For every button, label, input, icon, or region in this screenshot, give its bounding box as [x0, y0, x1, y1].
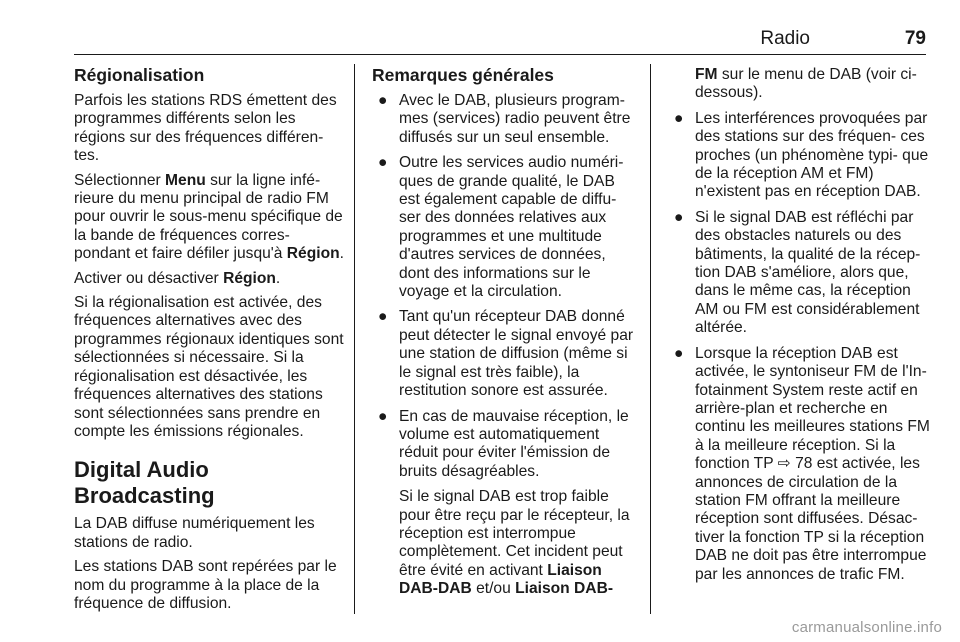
column-divider: [354, 64, 355, 614]
heading-remarques: Remarques générales: [372, 65, 554, 85]
column-divider: [650, 64, 651, 614]
heading-regionalisation: Régionalisation: [74, 65, 205, 85]
bullet-item: ● Tant qu'un récepteur DAB donné peut détecter le signal envoyé par une station de diffusion (même si le signal est très faible), la restitution sonore est assurée.: [378, 308, 634, 400]
heading-dab: Digital Audio Broadcasting: [74, 457, 215, 509]
paragraph: Parfois les stations RDS émettent des programmes différents selon les régions sur des fréquences différen- tes.: [74, 92, 337, 165]
bullet-item: ● Les interférences provoquées par des stations sur des fréquen- ces proches (un phénomène typi- que de la réception AM et FM) n'existent pas en réception DAB.: [674, 109, 929, 201]
bullet-icon: ●: [378, 407, 388, 425]
column-right: [668, 66, 930, 591]
menu-term: Menu: [165, 171, 206, 189]
bullet-item: ● Outre les services audio numéri- ques de grande qualité, le DAB est également capable de diffu- ser des données relatives aux programmes et une multitude d'autres services de données, dont des informations sur le voyage et la circulation.: [378, 154, 624, 301]
page-reference-icon: ⇨: [777, 455, 796, 473]
page-number: 79: [904, 28, 926, 49]
page-header: [74, 28, 926, 50]
bullet-icon: ●: [378, 308, 388, 326]
bullet-item: ● Lorsque la réception DAB est activée, le syntoniseur FM de l'In- fotainment System reste actif en arrière-plan et recherche en continu les meilleures stations FM à la meilleure réception. Si la fonction TP ⇨ 78 est activée, les annonces de circulation de la station FM offrant la meilleure réception sont diffusées. Désac- tiver la fonction TP si la réception DAB ne doit pas être interrompue par les annonces de trafic FM.: [674, 344, 930, 583]
bullet-item: ● En cas de mauvaise réception, le volume est automatiquement réduit pour éviter l'émission de bruits désagréables.: [378, 407, 629, 480]
bullet-icon: ●: [378, 92, 388, 109]
column-left: [74, 64, 344, 619]
paragraph: Les stations DAB sont repérées par le nom du programme à la place de la fréquence de diffusion.: [74, 558, 337, 612]
bullet-icon: ●: [674, 109, 684, 127]
page-reference: 78: [795, 455, 813, 473]
sub-paragraph: Si le signal DAB est trop faible pour être reçu par le récepteur, la réception est interrompue complètement. Cet incident peut être évité en activant Liaison DAB-DAB et/ou Liaison DAB-: [399, 488, 630, 598]
option-liaison-dab-fm: Liaison DAB-: [515, 580, 614, 598]
continued-paragraph: FM sur le menu de DAB (voir ci- dessous).: [695, 66, 917, 102]
header-rule: [74, 54, 926, 55]
paragraph: Activer ou désactiver Région.: [74, 269, 281, 287]
option-liaison-dab-dab: Liaison DAB-DAB: [399, 561, 602, 598]
column-middle: [372, 64, 634, 599]
bullet-icon: ●: [674, 344, 684, 362]
region-term: Région: [223, 269, 276, 287]
bullet-item: ● Avec le DAB, plusieurs program- mes (services) radio peuvent être diffusés sur un seul ensemble.: [378, 92, 631, 146]
paragraph: Sélectionner Menu sur la ligne infé- rieure du menu principal de radio FM pour ouvrir le sous-menu spécifique de la bande de fréquences corres- pondant et faire défiler jusqu'à Région.: [74, 171, 344, 263]
watermark: carmanualsonline.info: [791, 619, 942, 636]
bullet-item: ● Si le signal DAB est réfléchi par des obstacles naturels ou des bâtiments, la qualité de la récep- tion DAB s'améliore, alors que, dans le même cas, la réception AM ou FM est considérablement altérée.: [674, 208, 921, 337]
region-term: Région: [286, 245, 340, 263]
paragraph: La DAB diffuse numériquement les stations de radio.: [74, 515, 315, 551]
bullet-icon: ●: [674, 208, 684, 226]
bullet-icon: ●: [378, 154, 388, 172]
section-title: Radio: [760, 28, 810, 49]
paragraph: Si la régionalisation est activée, des fréquences alternatives avec des programmes régionaux identiques sont sélectionnées si nécessaire. Si la régionalisation est désactivée, les fréquences alternatives des stations sont sélectionnées sans prendre en compte les émissions régionales.: [74, 294, 344, 440]
